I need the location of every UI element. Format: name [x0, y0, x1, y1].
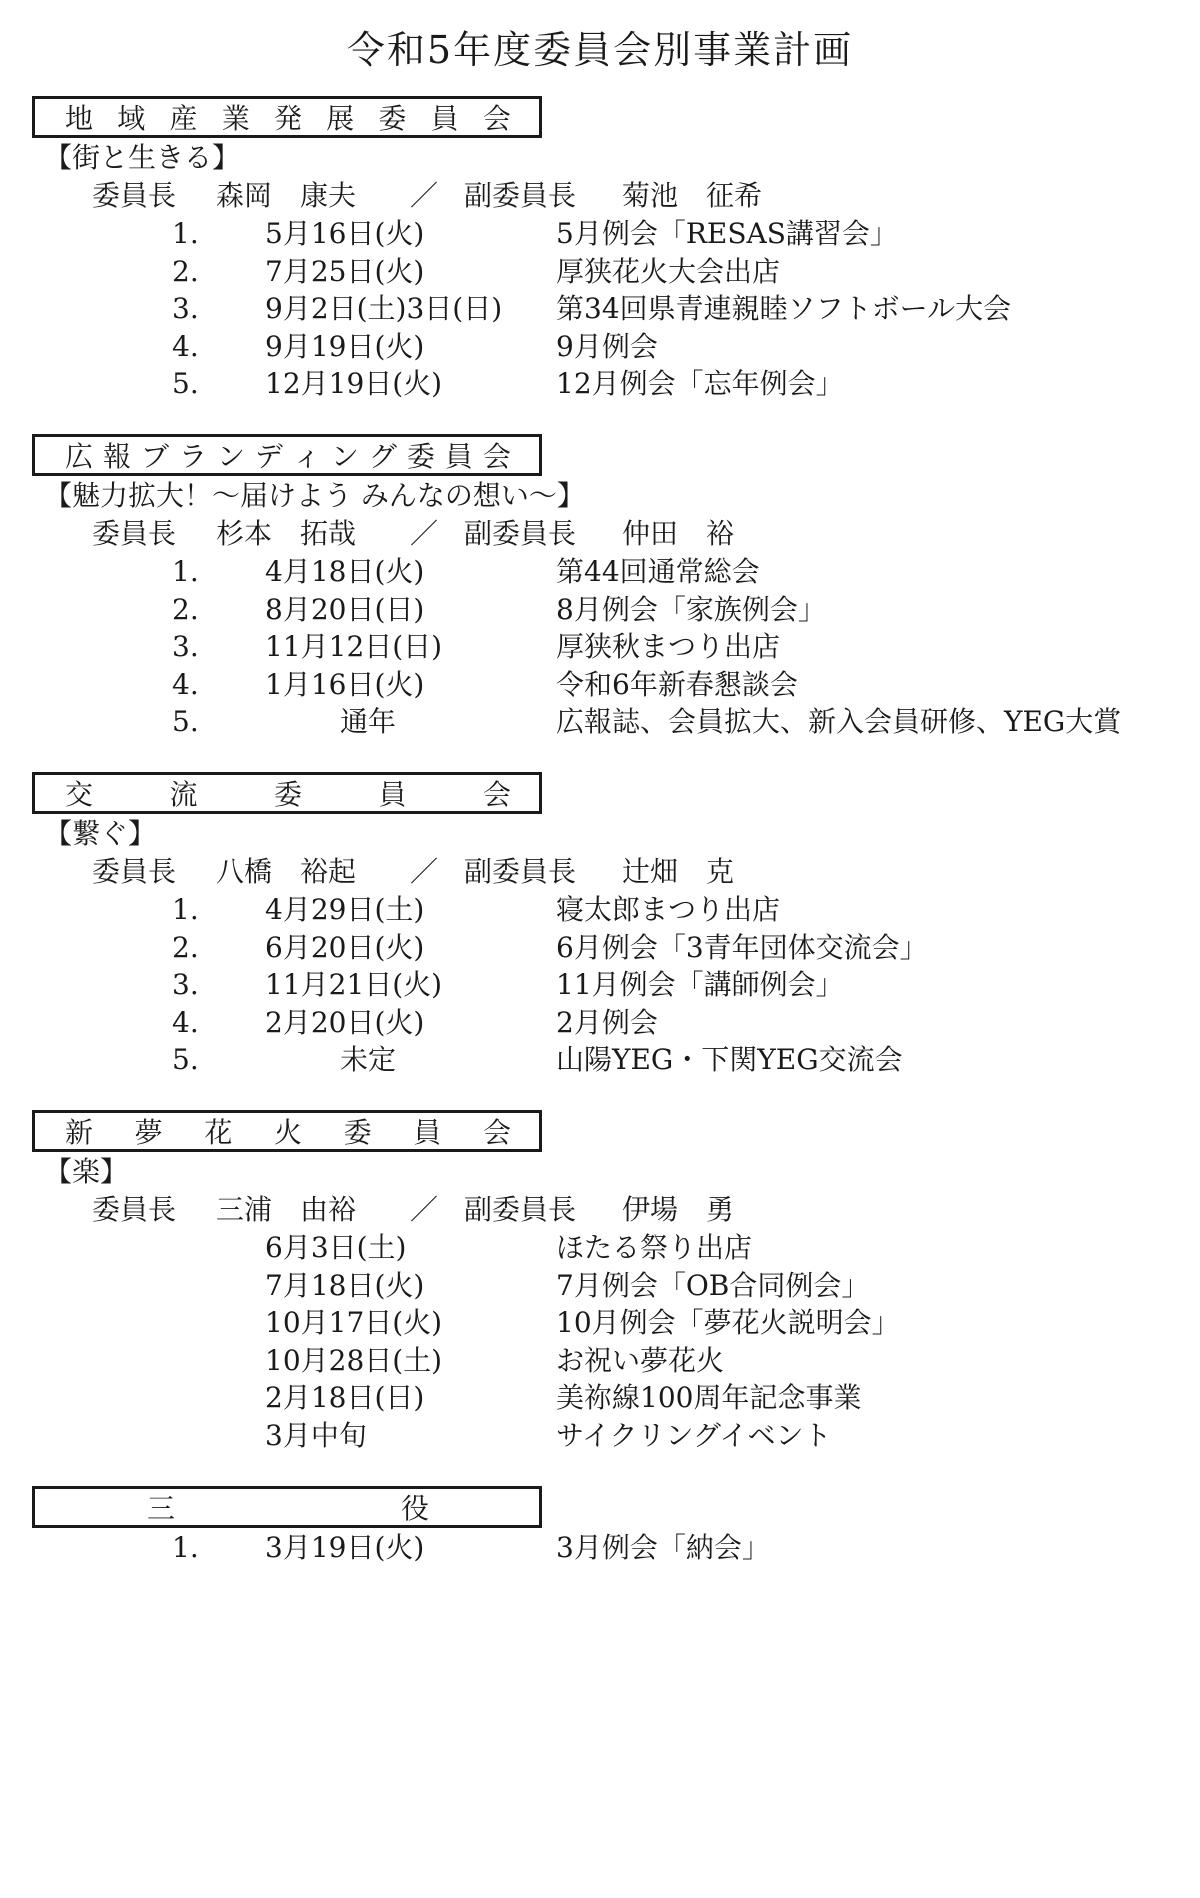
event-name: 3月例会「納会」	[556, 1531, 770, 1564]
event-name: 10月例会「夢花火説明会」	[556, 1306, 900, 1339]
event-date: 4月29日(土)	[265, 893, 425, 926]
vice-chair-label: 副委員長	[464, 855, 577, 888]
event-name: ほたる祭り出店	[556, 1231, 753, 1264]
event-date: 6月3日(土)	[265, 1231, 407, 1264]
event-name: 第34回県青連親睦ソフトボール大会	[556, 292, 1012, 325]
event-row	[0, 1526, 1200, 1571]
committee-name-char: 地	[65, 102, 94, 135]
committee-name-char: 展	[326, 102, 355, 135]
vice-chair-label: 副委員長	[464, 1193, 577, 1226]
officer-separator: ／	[410, 179, 439, 212]
vice-chair-name: 辻畑 克	[622, 855, 735, 888]
event-row	[0, 362, 1200, 407]
committee-name-char: 流	[169, 778, 198, 811]
vice-chair-name: 伊場 勇	[622, 1193, 735, 1226]
committee-name-char: 会	[482, 778, 511, 811]
event-date: 3月19日(火)	[265, 1531, 425, 1564]
event-name: 12月例会「忘年例会」	[556, 367, 844, 400]
committee-name-char: 員	[413, 1116, 442, 1149]
event-number: 4.	[172, 329, 199, 363]
event-number: 1.	[172, 893, 199, 926]
event-date: 11月21日(火)	[265, 968, 443, 1001]
event-name: 11月例会「講師例会」	[556, 968, 844, 1001]
officer-separator: ／	[410, 517, 439, 550]
event-number: 1.	[172, 217, 199, 250]
committee-name-box	[32, 772, 542, 814]
event-date: 1月16日(火)	[265, 667, 425, 701]
committee-name-box	[32, 1486, 542, 1528]
event-date: 2月18日(日)	[265, 1381, 425, 1414]
event-name: 美祢線100周年記念事業	[556, 1381, 862, 1414]
committee-name-char: ン	[330, 440, 359, 473]
event-number: 2.	[172, 930, 199, 964]
chair-name: 八橋 裕起	[216, 855, 357, 888]
event-number: 1.	[172, 555, 199, 588]
committee-theme: 【繋ぐ】	[44, 817, 157, 850]
committee-name-char: グ	[368, 440, 397, 473]
event-name: お祝い夢花火	[556, 1343, 725, 1377]
event-name: 9月例会	[556, 329, 658, 363]
committee-name-char: 火	[273, 1116, 302, 1149]
committee-name-char: ラ	[178, 440, 207, 473]
chair-name: 杉本 拓哉	[216, 517, 357, 550]
committee-name-char: 花	[204, 1116, 233, 1149]
vice-chair-name: 菊池 征希	[622, 179, 763, 212]
event-number: 5.	[172, 367, 199, 400]
vice-chair-label: 副委員長	[464, 517, 577, 550]
committee-name-char: 夢	[134, 1116, 163, 1149]
chair-name: 森岡 康夫	[216, 179, 357, 212]
event-number: 3.	[172, 968, 199, 1001]
committee-name-char: デ	[254, 440, 283, 473]
committee-name-char: 広	[65, 440, 94, 473]
committee-name-box	[32, 96, 542, 138]
committee-name-char: 域	[117, 102, 146, 135]
event-row	[0, 700, 1200, 745]
chair-label: 委員長	[92, 855, 177, 888]
event-date: 7月18日(火)	[265, 1268, 425, 1302]
event-name: サイクリングイベント	[556, 1418, 832, 1452]
vice-chair-name: 仲田 裕	[622, 517, 735, 550]
committee-name-char: 会	[482, 440, 511, 473]
committee-name-char: 発	[273, 102, 302, 135]
event-row	[0, 1414, 1200, 1459]
event-date: 2月20日(火)	[265, 1005, 425, 1039]
event-date: 12月19日(火)	[265, 367, 443, 400]
event-name: 8月例会「家族例会」	[556, 592, 826, 626]
event-date: 通年	[340, 705, 397, 738]
event-name: 広報誌、会員拡大、新入会員研修、YEG大賞	[556, 705, 1122, 738]
committee-name-char: 交	[65, 778, 94, 811]
event-date: 9月19日(火)	[265, 329, 425, 363]
committee-theme: 【楽】	[44, 1155, 129, 1188]
chair-label: 委員長	[92, 179, 177, 212]
event-date: 7月25日(火)	[265, 254, 425, 288]
event-date: 6月20日(火)	[265, 930, 425, 964]
committee-name-char: ブ	[140, 440, 169, 473]
chair-name: 三浦 由裕	[216, 1193, 357, 1226]
event-date: 11月12日(日)	[265, 630, 443, 663]
committee-name-char: 会	[482, 102, 511, 135]
officer-separator: ／	[410, 855, 439, 888]
event-name: 第44回通常総会	[556, 555, 760, 588]
committee-name-char: 業	[221, 102, 250, 135]
event-number: 3.	[172, 292, 199, 325]
event-date: 5月16日(火)	[265, 217, 425, 250]
event-name: 令和6年新春懇談会	[556, 667, 798, 701]
event-name: 5月例会「RESAS講習会」	[556, 217, 898, 250]
event-name: 山陽YEG・下関YEG交流会	[556, 1043, 903, 1076]
committee-name-char: 委	[378, 102, 407, 135]
event-name: 厚狭花火大会出店	[556, 254, 781, 288]
committee-name-char: 役	[400, 1492, 429, 1525]
event-date: 9月2日(土)3日(日)	[265, 292, 503, 325]
event-number: 3.	[172, 630, 199, 663]
event-date: 10月17日(火)	[265, 1306, 443, 1339]
committee-name-char: 委	[406, 440, 435, 473]
event-name: 寝太郎まつり出店	[556, 893, 781, 926]
committee-name-char: 員	[430, 102, 459, 135]
committee-name-char: 委	[343, 1116, 372, 1149]
committee-name-char: ン	[216, 440, 245, 473]
vice-chair-label: 副委員長	[464, 179, 577, 212]
event-date: 8月20日(日)	[265, 592, 425, 626]
committee-name-char: ィ	[292, 440, 321, 473]
event-name: 6月例会「3青年団体交流会」	[556, 930, 928, 964]
event-number: 4.	[172, 667, 199, 701]
event-number: 5.	[172, 705, 199, 738]
event-name: 厚狭秋まつり出店	[556, 630, 781, 663]
committee-name-char: 新	[65, 1116, 94, 1149]
event-number: 4.	[172, 1005, 199, 1039]
event-number: 2.	[172, 592, 199, 626]
event-date: 4月18日(火)	[265, 555, 425, 588]
chair-label: 委員長	[92, 1193, 177, 1226]
event-name: 7月例会「OB合同例会」	[556, 1268, 870, 1302]
page-title: 令和5年度委員会別事業計画	[346, 28, 854, 72]
committee-name-char: 三	[147, 1492, 176, 1525]
chair-label: 委員長	[92, 517, 177, 550]
officer-separator: ／	[410, 1193, 439, 1226]
committee-theme: 【魅力拡大！〜届けよう みんなの想い〜】	[44, 479, 585, 512]
committee-name-box	[32, 1110, 542, 1152]
event-name: 2月例会	[556, 1005, 658, 1039]
event-date: 3月中旬	[265, 1418, 367, 1452]
committee-name-char: 報	[102, 440, 131, 473]
event-date: 10月28日(土)	[265, 1343, 443, 1377]
event-number: 5.	[172, 1043, 199, 1076]
committee-name-char: 会	[482, 1116, 511, 1149]
committee-name-char: 員	[444, 440, 473, 473]
committee-name-box	[32, 434, 542, 476]
event-date: 未定	[340, 1043, 397, 1076]
committee-theme: 【街と生きる】	[44, 141, 241, 174]
event-number: 1.	[172, 1531, 199, 1564]
event-row	[0, 1038, 1200, 1083]
committee-name-char: 産	[169, 102, 198, 135]
committee-name-char: 員	[378, 778, 407, 811]
event-number: 2.	[172, 254, 199, 288]
committee-name-char: 委	[273, 778, 302, 811]
